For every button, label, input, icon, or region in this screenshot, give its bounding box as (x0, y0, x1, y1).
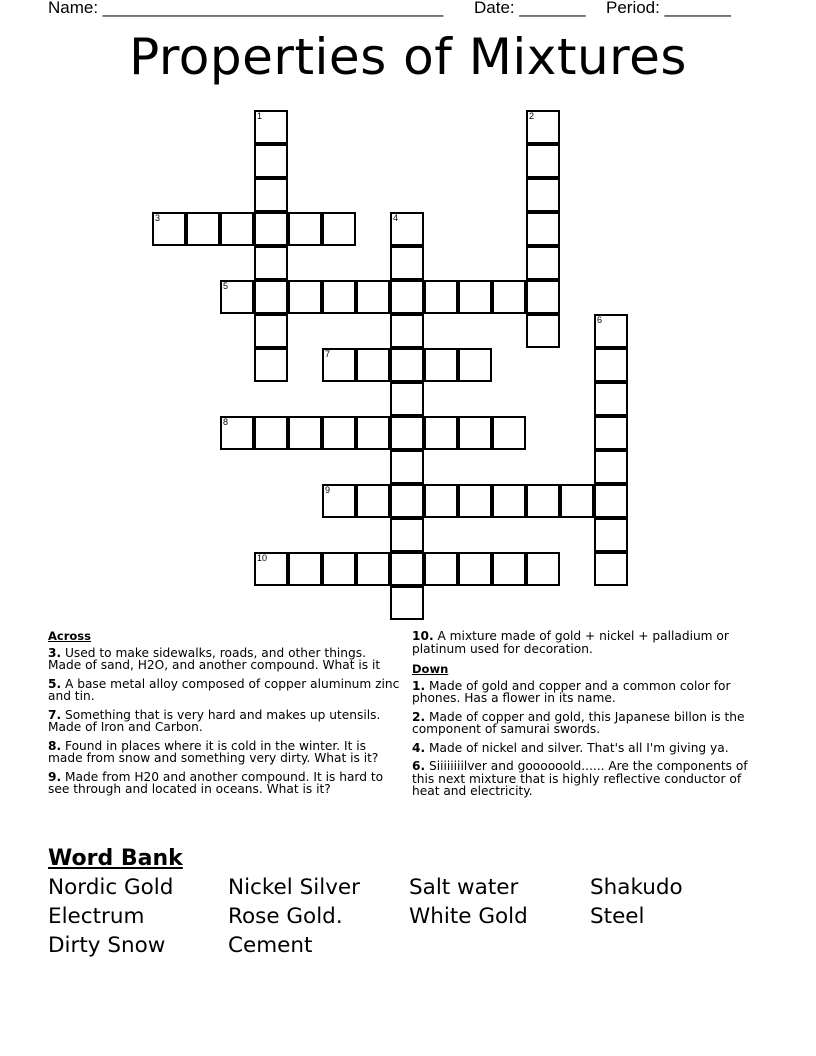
word-bank-item: Rose Gold. (228, 904, 343, 929)
crossword-cell[interactable] (492, 280, 526, 314)
crossword-cell[interactable] (424, 484, 458, 518)
clue-across-10: 10. A mixture made of gold + nickel + palladium or platinum used for decoration. (412, 629, 729, 656)
crossword-cell[interactable] (390, 348, 424, 382)
crossword-cell[interactable] (322, 348, 356, 382)
crossword-cell[interactable] (254, 552, 288, 586)
word-bank (48, 846, 768, 960)
crossword-cell[interactable] (254, 212, 288, 246)
clue-number: 9 (325, 485, 331, 495)
word-bank-item: Nickel Silver (228, 875, 360, 900)
date-field[interactable]: Date: _______ (474, 0, 586, 17)
crossword-cell[interactable] (424, 552, 458, 586)
crossword-cell[interactable] (390, 382, 424, 416)
period-field[interactable]: Period: _______ (606, 0, 731, 17)
crossword-cell[interactable] (186, 212, 220, 246)
crossword-cell[interactable] (390, 212, 424, 246)
clue-number: 3 (155, 213, 161, 223)
crossword-cell[interactable] (254, 280, 288, 314)
clue-number: 8 (223, 417, 229, 427)
crossword-cell[interactable] (526, 246, 560, 280)
crossword-cell[interactable] (424, 348, 458, 382)
crossword-cell[interactable] (390, 518, 424, 552)
word-bank-item: Nordic Gold (48, 875, 174, 900)
crossword-cell[interactable] (390, 552, 424, 586)
crossword-cell[interactable] (356, 552, 390, 586)
page-title: Properties of Mixtures (129, 28, 687, 86)
clue-number: 5 (223, 281, 229, 291)
crossword-cell[interactable] (526, 552, 560, 586)
crossword-cell[interactable] (594, 450, 628, 484)
clue-number: 4 (393, 213, 399, 223)
crossword-cell[interactable] (594, 518, 628, 552)
crossword-cell[interactable] (322, 552, 356, 586)
word-bank-item: Shakudo (590, 875, 683, 900)
crossword-cell[interactable] (458, 552, 492, 586)
clue-down-6: 6. Siiiiiiiilver and goooooold...... Are the components of this next mixture that is highly reflective conductor of heat and electricity. (412, 759, 748, 798)
crossword-cell[interactable] (220, 212, 254, 246)
word-bank-item: Cement (228, 933, 313, 958)
word-bank-item: Salt water (409, 875, 519, 900)
right-clues (412, 630, 757, 804)
crossword-cell[interactable] (492, 552, 526, 586)
crossword-cell[interactable] (322, 416, 356, 450)
crossword-cell[interactable] (594, 314, 628, 348)
crossword-cell[interactable] (254, 348, 288, 382)
crossword-cell[interactable] (594, 382, 628, 416)
crossword-cell[interactable] (220, 280, 254, 314)
crossword-cell[interactable] (254, 416, 288, 450)
crossword-cell[interactable] (356, 280, 390, 314)
word-bank-title: Word Bank (48, 846, 183, 871)
crossword-cell[interactable] (526, 144, 560, 178)
crossword-cell[interactable] (322, 212, 356, 246)
crossword-cell[interactable] (322, 484, 356, 518)
clue-down-4: 4. Made of nickel and silver. That's all I'm giving ya. (412, 740, 729, 755)
crossword-cell[interactable] (390, 416, 424, 450)
crossword-cell[interactable] (526, 280, 560, 314)
clue-across-7: 7. Something that is very hard and makes up utensils. Made of Iron and Carbon. (48, 707, 381, 734)
crossword-cell[interactable] (526, 212, 560, 246)
clue-across-8: 8. Found in places where it is cold in the winter. It is made from snow and something very dirty. What is it? (48, 738, 379, 765)
crossword-cell[interactable] (390, 314, 424, 348)
word-bank-item: Electrum (48, 904, 145, 929)
clue-number: 1 (257, 111, 263, 121)
word-bank-list (48, 873, 768, 960)
clue-number: 7 (325, 349, 331, 359)
crossword-cell[interactable] (424, 416, 458, 450)
crossword-cell[interactable] (288, 212, 322, 246)
crossword-cell[interactable] (458, 348, 492, 382)
crossword-cell[interactable] (492, 416, 526, 450)
clue-across-5: 5. A base metal alloy composed of copper aluminum zinc and tin. (48, 676, 400, 703)
name-field[interactable]: Name: ____________________________________ (48, 0, 444, 17)
crossword-cell[interactable] (458, 484, 492, 518)
crossword-cell[interactable] (254, 178, 288, 212)
crossword-cell[interactable] (152, 212, 186, 246)
crossword-cell[interactable] (594, 416, 628, 450)
word-bank-item: White Gold (409, 904, 528, 929)
crossword-cell[interactable] (356, 348, 390, 382)
crossword-cell[interactable] (220, 416, 254, 450)
clue-number: 2 (529, 111, 535, 121)
crossword-cell[interactable] (254, 314, 288, 348)
crossword-cell[interactable] (390, 484, 424, 518)
word-bank-item: Dirty Snow (48, 933, 166, 958)
crossword-cell[interactable] (390, 280, 424, 314)
clue-number: 6 (597, 315, 603, 325)
word-bank-item: Steel (590, 904, 645, 929)
crossword-cell[interactable] (526, 314, 560, 348)
crossword-cell[interactable] (356, 484, 390, 518)
crossword-cell[interactable] (390, 586, 424, 620)
crossword-cell[interactable] (526, 484, 560, 518)
crossword-cell[interactable] (254, 110, 288, 144)
crossword-cell[interactable] (288, 416, 322, 450)
crossword-cell[interactable] (458, 280, 492, 314)
crossword-cell[interactable] (322, 280, 356, 314)
crossword-cell[interactable] (594, 552, 628, 586)
clue-down-2: 2. Made of copper and gold, this Japanese billon is the component of samurai swords. (412, 709, 745, 736)
crossword-cell[interactable] (526, 110, 560, 144)
crossword-cell[interactable] (288, 280, 322, 314)
down-heading: Down (412, 662, 449, 676)
crossword-cell[interactable] (594, 348, 628, 382)
crossword-cell[interactable] (254, 144, 288, 178)
across-clues (48, 630, 400, 802)
crossword-cell[interactable] (458, 416, 492, 450)
across-heading: Across (48, 629, 91, 643)
crossword-cell[interactable] (526, 178, 560, 212)
crossword-cell[interactable] (594, 484, 628, 518)
crossword-cell[interactable] (356, 416, 390, 450)
clue-down-1: 1. Made of gold and copper and a common color for phones. Has a flower in its name. (412, 678, 731, 705)
clue-number: 10 (257, 553, 268, 563)
clue-across-9: 9. Made from H20 and another compound. It is hard to see through and located in oceans. What is it? (48, 769, 384, 796)
crossword-cell[interactable] (254, 246, 288, 280)
crossword-cell[interactable] (560, 484, 594, 518)
crossword-cell[interactable] (288, 552, 322, 586)
crossword-cell[interactable] (424, 280, 458, 314)
crossword-cell[interactable] (390, 450, 424, 484)
crossword-cell[interactable] (492, 484, 526, 518)
clue-across-3: 3. Used to make sidewalks, roads, and other things. Made of sand, H2O, and another compound. What is it (48, 645, 381, 672)
crossword-cell[interactable] (390, 246, 424, 280)
